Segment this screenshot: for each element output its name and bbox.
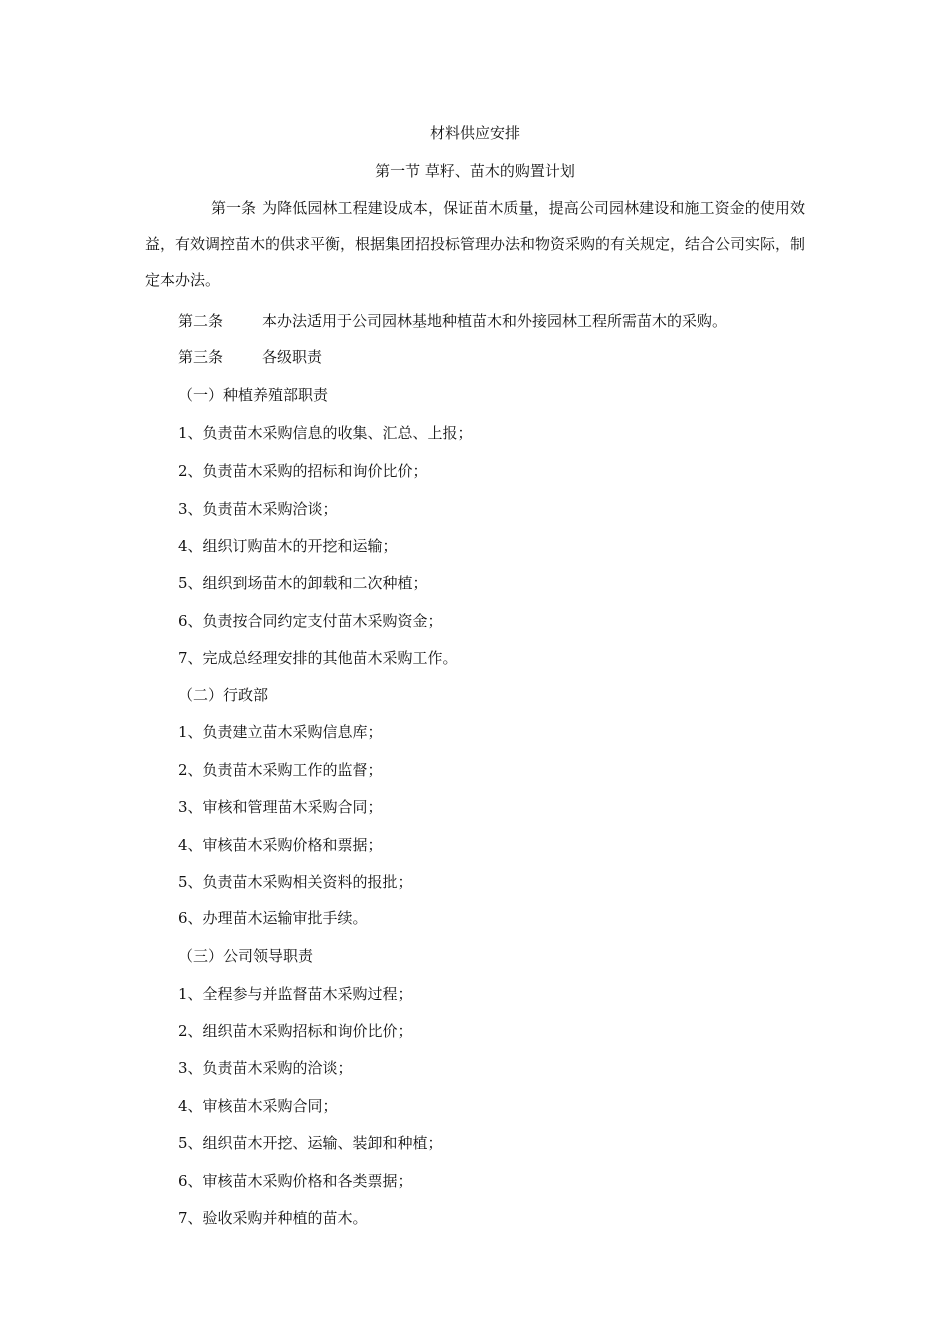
article-1 [145,190,805,298]
group-2-heading: （二）行政部 [178,686,269,704]
group-1-item: 5、组织到场苗木的卸载和二次种植； [178,574,428,592]
group-3-item: 5、组织苗木开挖、运输、装卸和种植； [178,1134,443,1152]
group-2-item: 3、审核和管理苗木采购合同； [178,798,383,816]
article-3-text: 各级职责 [262,348,323,366]
article-2-text: 本办法适用于公司园林基地种植苗木和外接园林工程所需苗木的采购。 [262,312,728,330]
group-2-item: 1、负责建立苗木采购信息库； [178,723,383,741]
article-2-label: 第二条 [178,312,224,330]
group-1-item: 1、负责苗木采购信息的收集、汇总、上报； [178,424,473,442]
group-1-item: 3、负责苗木采购洽谈； [178,500,338,518]
group-2-item: 6、办理苗木运输审批手续。 [178,909,368,927]
group-3-item: 3、负责苗木采购的洽谈； [178,1059,353,1077]
group-3-item: 1、全程参与并监督苗木采购过程； [178,985,413,1003]
group-3-item: 6、审核苗木采购价格和各类票据； [178,1172,413,1190]
document-title: 材料供应安排 [429,124,520,142]
group-3-item: 7、验收采购并种植的苗木。 [178,1209,368,1227]
group-1-item: 2、负责苗木采购的招标和询价比价； [178,462,428,480]
article-1-label: 第一条 [211,199,257,217]
group-2-item: 2、负责苗木采购工作的监督； [178,761,383,779]
section-title: 第一节 草籽、苗木的购置计划 [375,162,575,180]
group-1-item: 6、负责按合同约定支付苗木采购资金； [178,612,443,630]
group-3-item: 2、组织苗木采购招标和询价比价； [178,1022,413,1040]
group-1-heading: （一）种植养殖部职责 [178,386,329,404]
group-2-item: 4、审核苗木采购价格和票据； [178,836,383,854]
article-3 [178,347,322,367]
group-3-item: 4、审核苗木采购合同； [178,1097,338,1115]
group-1-item: 7、完成总经理安排的其他苗木采购工作。 [178,649,458,667]
group-1-item: 4、组织订购苗木的开挖和运输； [178,537,398,555]
article-2 [178,311,727,331]
article-1-text: 为降低园林工程建设成本，保证苗木质量，提高公司园林建设和施工资金的使用效益，有效调控苗木的供求平衡，根据集团招投标管理办法和物资采购的有关规定，结合公司实际，制定本办法。 [145,199,806,289]
group-2-item: 5、负责苗木采购相关资料的报批； [178,873,413,891]
article-3-label: 第三条 [178,348,224,366]
group-3-heading: （三）公司领导职责 [178,947,314,965]
